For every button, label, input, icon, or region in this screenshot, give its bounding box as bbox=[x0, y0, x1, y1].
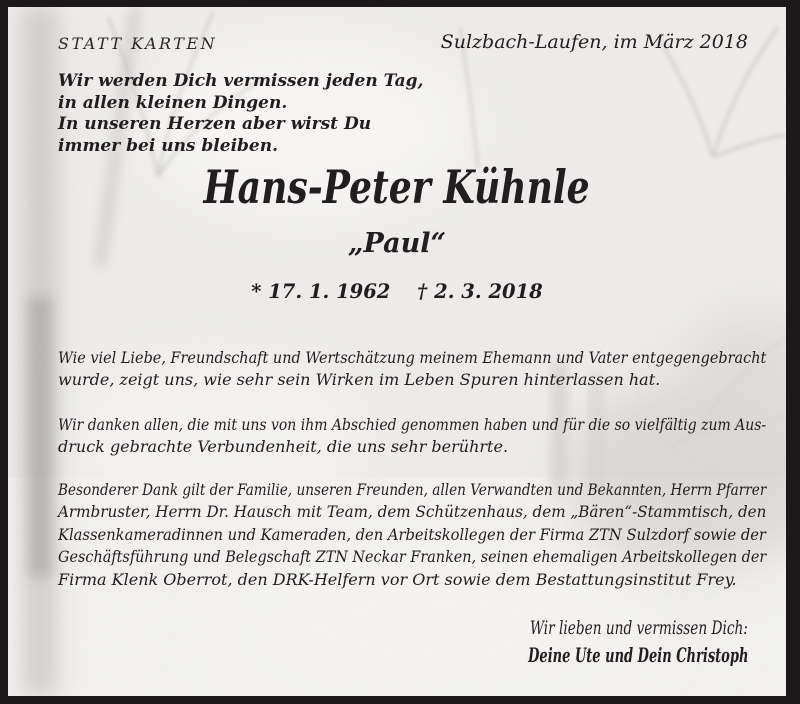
text-line: Firma Klenk Oberrot, den DRK-Helfern vor Ort sowie dem Bestattungsinstitut Frey. bbox=[58, 569, 737, 589]
text-line: In unseren Herzen aber wirst Du bbox=[58, 114, 372, 134]
paragraph-thanks-detailed bbox=[58, 479, 766, 591]
deceased-name-row bbox=[8, 160, 786, 215]
text-line: in allen kleinen Dingen. bbox=[58, 92, 288, 113]
memorial-poem bbox=[58, 71, 423, 157]
text-line: Wir danken allen, die mit uns von ihm Abschied genommen haben und für die so vielfältig zum Aus- bbox=[58, 415, 767, 434]
family-signature bbox=[410, 643, 748, 667]
death-date: † 2. 3. 2018 bbox=[417, 280, 543, 303]
family-signature-text: Deine Ute und Dein Christoph bbox=[527, 643, 748, 667]
closing-line-text: Wir lieben und vermissen Dich: bbox=[530, 617, 748, 639]
text-line: wurde, zeigt uns, wie sehr sein Wirken im Leben Spuren hinterlassen hat. bbox=[58, 370, 661, 390]
life-dates-row bbox=[8, 280, 786, 303]
nickname-row bbox=[8, 228, 786, 259]
paragraph-thanks-general bbox=[58, 414, 766, 459]
text-line: Besonderer Dank gilt der Familie, unseren Freunden, allen Verwandten und Bekannten, Herrn Pfarrer bbox=[58, 480, 767, 499]
text-line: Armbruster, Herrn Dr. Hausch mit Team, dem Schützenhaus, dem „Bären“-Stammtisch, den bbox=[58, 502, 767, 522]
deceased-name: Hans-Peter Kühnle bbox=[203, 160, 591, 214]
paragraph-gratitude bbox=[58, 347, 766, 392]
deceased-nickname: „Paul“ bbox=[347, 228, 447, 259]
text-line: immer bei uns bleiben. bbox=[58, 135, 279, 156]
text-line: Klassenkameradinnen und Kameraden, den Arbeitskollegen der Firma ZTN Sulzdorf sowie der bbox=[58, 524, 766, 544]
text-line: Wir werden Dich vermissen jeden Tag, bbox=[58, 71, 424, 91]
statt-karten-label: STATT KARTEN bbox=[58, 34, 218, 53]
closing-line bbox=[445, 617, 748, 639]
text-line: Wie viel Liebe, Freundschaft und Wertschätzung meinem Ehemann und Vater entgegengebracht bbox=[58, 348, 767, 367]
text-line: druck gebrachte Verbundenheit, die uns sehr berührte. bbox=[58, 437, 509, 457]
birth-date: * 17. 1. 1962 bbox=[251, 280, 391, 303]
clipping-inner bbox=[8, 7, 786, 696]
text-line: Geschäftsführung und Belegschaft ZTN Neckar Franken, seinen ehemaligen Arbeitskollegen der bbox=[58, 547, 767, 567]
place-dateline: Sulzbach-Laufen, im März 2018 bbox=[440, 31, 748, 53]
